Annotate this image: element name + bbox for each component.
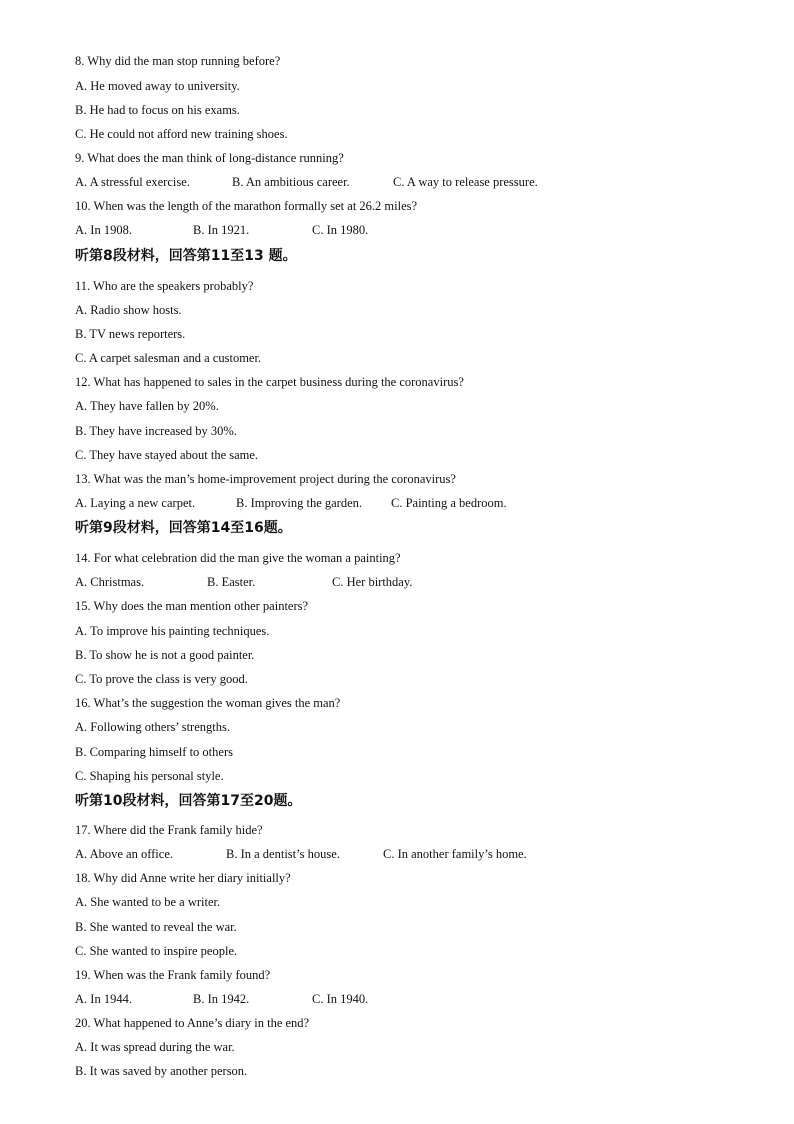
- question-15: 15. Why does the man mention other painters?: [75, 599, 309, 613]
- question-15-option-a: A. To improve his painting techniques.: [75, 624, 270, 638]
- question-17-option-a: A. Above an office.: [75, 847, 174, 861]
- question-18-option-a: A. She wanted to be a writer.: [75, 895, 221, 909]
- question-13-option-b: B. Improving the garden.: [236, 496, 363, 510]
- question-8-option-b: B. He had to focus on his exams.: [75, 103, 240, 117]
- question-13: 13. What was the man’s home-improvement project during the coronavirus?: [75, 472, 456, 486]
- question-16-option-a: A. Following others’ strengths.: [75, 720, 230, 734]
- question-13-option-c: C. Painting a bedroom.: [391, 496, 507, 510]
- question-11-option-a: A. Radio show hosts.: [75, 303, 182, 317]
- question-8: 8. Why did the man stop running before?: [75, 54, 281, 68]
- question-9: 9. What does the man think of long-distance running?: [75, 151, 344, 165]
- question-14-option-b: B. Easter.: [207, 575, 256, 589]
- question-11: 11. Who are the speakers probably?: [75, 279, 254, 293]
- question-14-option-a: A. Christmas.: [75, 575, 145, 589]
- question-16-option-b: B. Comparing himself to others: [75, 745, 233, 759]
- question-15-option-b: B. To show he is not a good painter.: [75, 648, 255, 662]
- question-18-option-b: B. She wanted to reveal the war.: [75, 920, 237, 934]
- question-16-option-c: C. Shaping his personal style.: [75, 769, 224, 783]
- question-10-option-a: A. In 1908.: [75, 223, 132, 237]
- question-15-option-c: C. To prove the class is very good.: [75, 672, 248, 686]
- question-11-option-b: B. TV news reporters.: [75, 327, 186, 341]
- question-18: 18. Why did Anne write her diary initially?: [75, 871, 291, 885]
- question-16: 16. What’s the suggestion the woman gives the man?: [75, 696, 341, 710]
- question-19-option-b: B. In 1942.: [193, 992, 250, 1006]
- question-8-option-c: C. He could not afford new training shoes.: [75, 127, 288, 141]
- question-10: 10. When was the length of the marathon formally set at 26.2 miles?: [75, 199, 418, 213]
- question-10-option-c: C. In 1980.: [312, 223, 369, 237]
- question-12-option-b: B. They have increased by 30%.: [75, 424, 237, 438]
- question-8-option-a: A. He moved away to university.: [75, 79, 240, 93]
- section-heading-10: 听第10段材料，回答第17至20题。: [75, 793, 302, 809]
- question-19: 19. When was the Frank family found?: [75, 968, 271, 982]
- question-12-option-a: A. They have fallen by 20%.: [75, 399, 219, 413]
- question-17-option-c: C. In another family’s home.: [383, 847, 527, 861]
- question-10-option-b: B. In 1921.: [193, 223, 250, 237]
- question-9-option-b: B. An ambitious career.: [232, 175, 350, 189]
- question-14-option-c: C. Her birthday.: [332, 575, 413, 589]
- question-20-option-a: A. It was spread during the war.: [75, 1040, 235, 1054]
- question-20-option-b: B. It was saved by another person.: [75, 1064, 248, 1078]
- question-12: 12. What has happened to sales in the carpet business during the coronavirus?: [75, 375, 464, 389]
- question-17-option-b: B. In a dentist’s house.: [226, 847, 340, 861]
- section-heading-9: 听第9段材料，回答第14至16题。: [75, 520, 292, 536]
- question-19-option-a: A. In 1944.: [75, 992, 132, 1006]
- question-11-option-c: C. A carpet salesman and a customer.: [75, 351, 262, 365]
- question-12-option-c: C. They have stayed about the same.: [75, 448, 259, 462]
- question-14: 14. For what celebration did the man give the woman a painting?: [75, 551, 401, 565]
- question-9-option-c: C. A way to release pressure.: [393, 175, 538, 189]
- question-13-option-a: A. Laying a new carpet.: [75, 496, 196, 510]
- section-heading-8: 听第8段材料，回答第11至13 题。: [75, 248, 297, 264]
- question-17: 17. Where did the Frank family hide?: [75, 823, 263, 837]
- question-19-option-c: C. In 1940.: [312, 992, 369, 1006]
- question-9-option-a: A. A stressful exercise.: [75, 175, 190, 189]
- question-18-option-c: C. She wanted to inspire people.: [75, 944, 238, 958]
- question-20: 20. What happened to Anne’s diary in the end?: [75, 1016, 310, 1030]
